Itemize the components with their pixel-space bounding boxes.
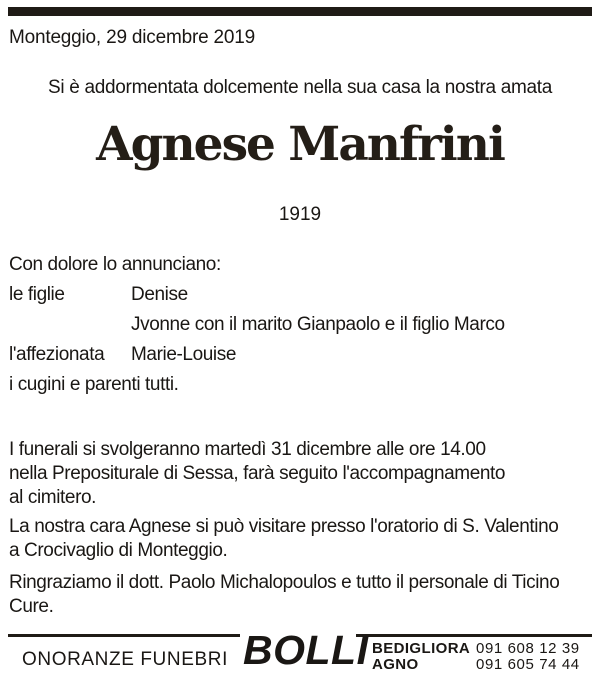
- thanks-paragraph: [9, 571, 559, 619]
- funeral-home-brand: BOLLI: [243, 627, 369, 673]
- announcement-intro: Si è addormentata dolcemente nella sua casa la nostra amata: [47, 77, 553, 98]
- mourner-names: Denise: [131, 284, 188, 305]
- thanks-line: Cure.: [9, 596, 54, 617]
- funeral-paragraph: [9, 438, 505, 510]
- visitation-paragraph: [9, 515, 558, 563]
- funeral-line: I funerali si svolgeranno martedì 31 dicembre alle ore 14.00: [9, 439, 486, 460]
- funeral-service-label: ONORANZE FUNEBRI: [22, 649, 228, 670]
- location-town: BEDIGLIORA: [372, 640, 471, 657]
- mourner-names: Marie-Louise: [131, 344, 237, 365]
- visitation-line: La nostra cara Agnese si può visitare presso l'oratorio di S. Valentino: [9, 516, 559, 537]
- mourner-relation: l'affezionata: [9, 344, 105, 365]
- mourners-intro: Con dolore lo annunciano:: [9, 254, 221, 275]
- funeral-line: al cimitero.: [9, 487, 97, 508]
- mourner-names: Jvonne con il marito Gianpaolo e il figlio Marco: [131, 314, 505, 335]
- deceased-name: Agnese Manfrini: [96, 117, 504, 172]
- location-phone: 091 605 74 44: [476, 656, 580, 673]
- top-divider: [8, 7, 592, 16]
- mourners-closing: i cugini e parenti tutti.: [9, 374, 179, 395]
- funeral-line: nella Prepositurale di Sessa, farà seguito l'accompagnamento: [9, 463, 506, 484]
- location-town: AGNO: [372, 656, 419, 673]
- mourner-relation: le figlie: [9, 284, 65, 305]
- place-and-date: Monteggio, 29 dicembre 2019: [9, 27, 255, 48]
- footer-divider-left: [8, 634, 240, 637]
- thanks-line: Ringraziamo il dott. Paolo Michalopoulos e tutto il personale di Ticino: [9, 572, 560, 593]
- visitation-line: a Crocivaglio di Monteggio.: [9, 540, 228, 561]
- location-phone: 091 608 12 39: [476, 640, 580, 657]
- footer-divider-right: [356, 634, 592, 637]
- birth-year: 1919: [278, 204, 322, 225]
